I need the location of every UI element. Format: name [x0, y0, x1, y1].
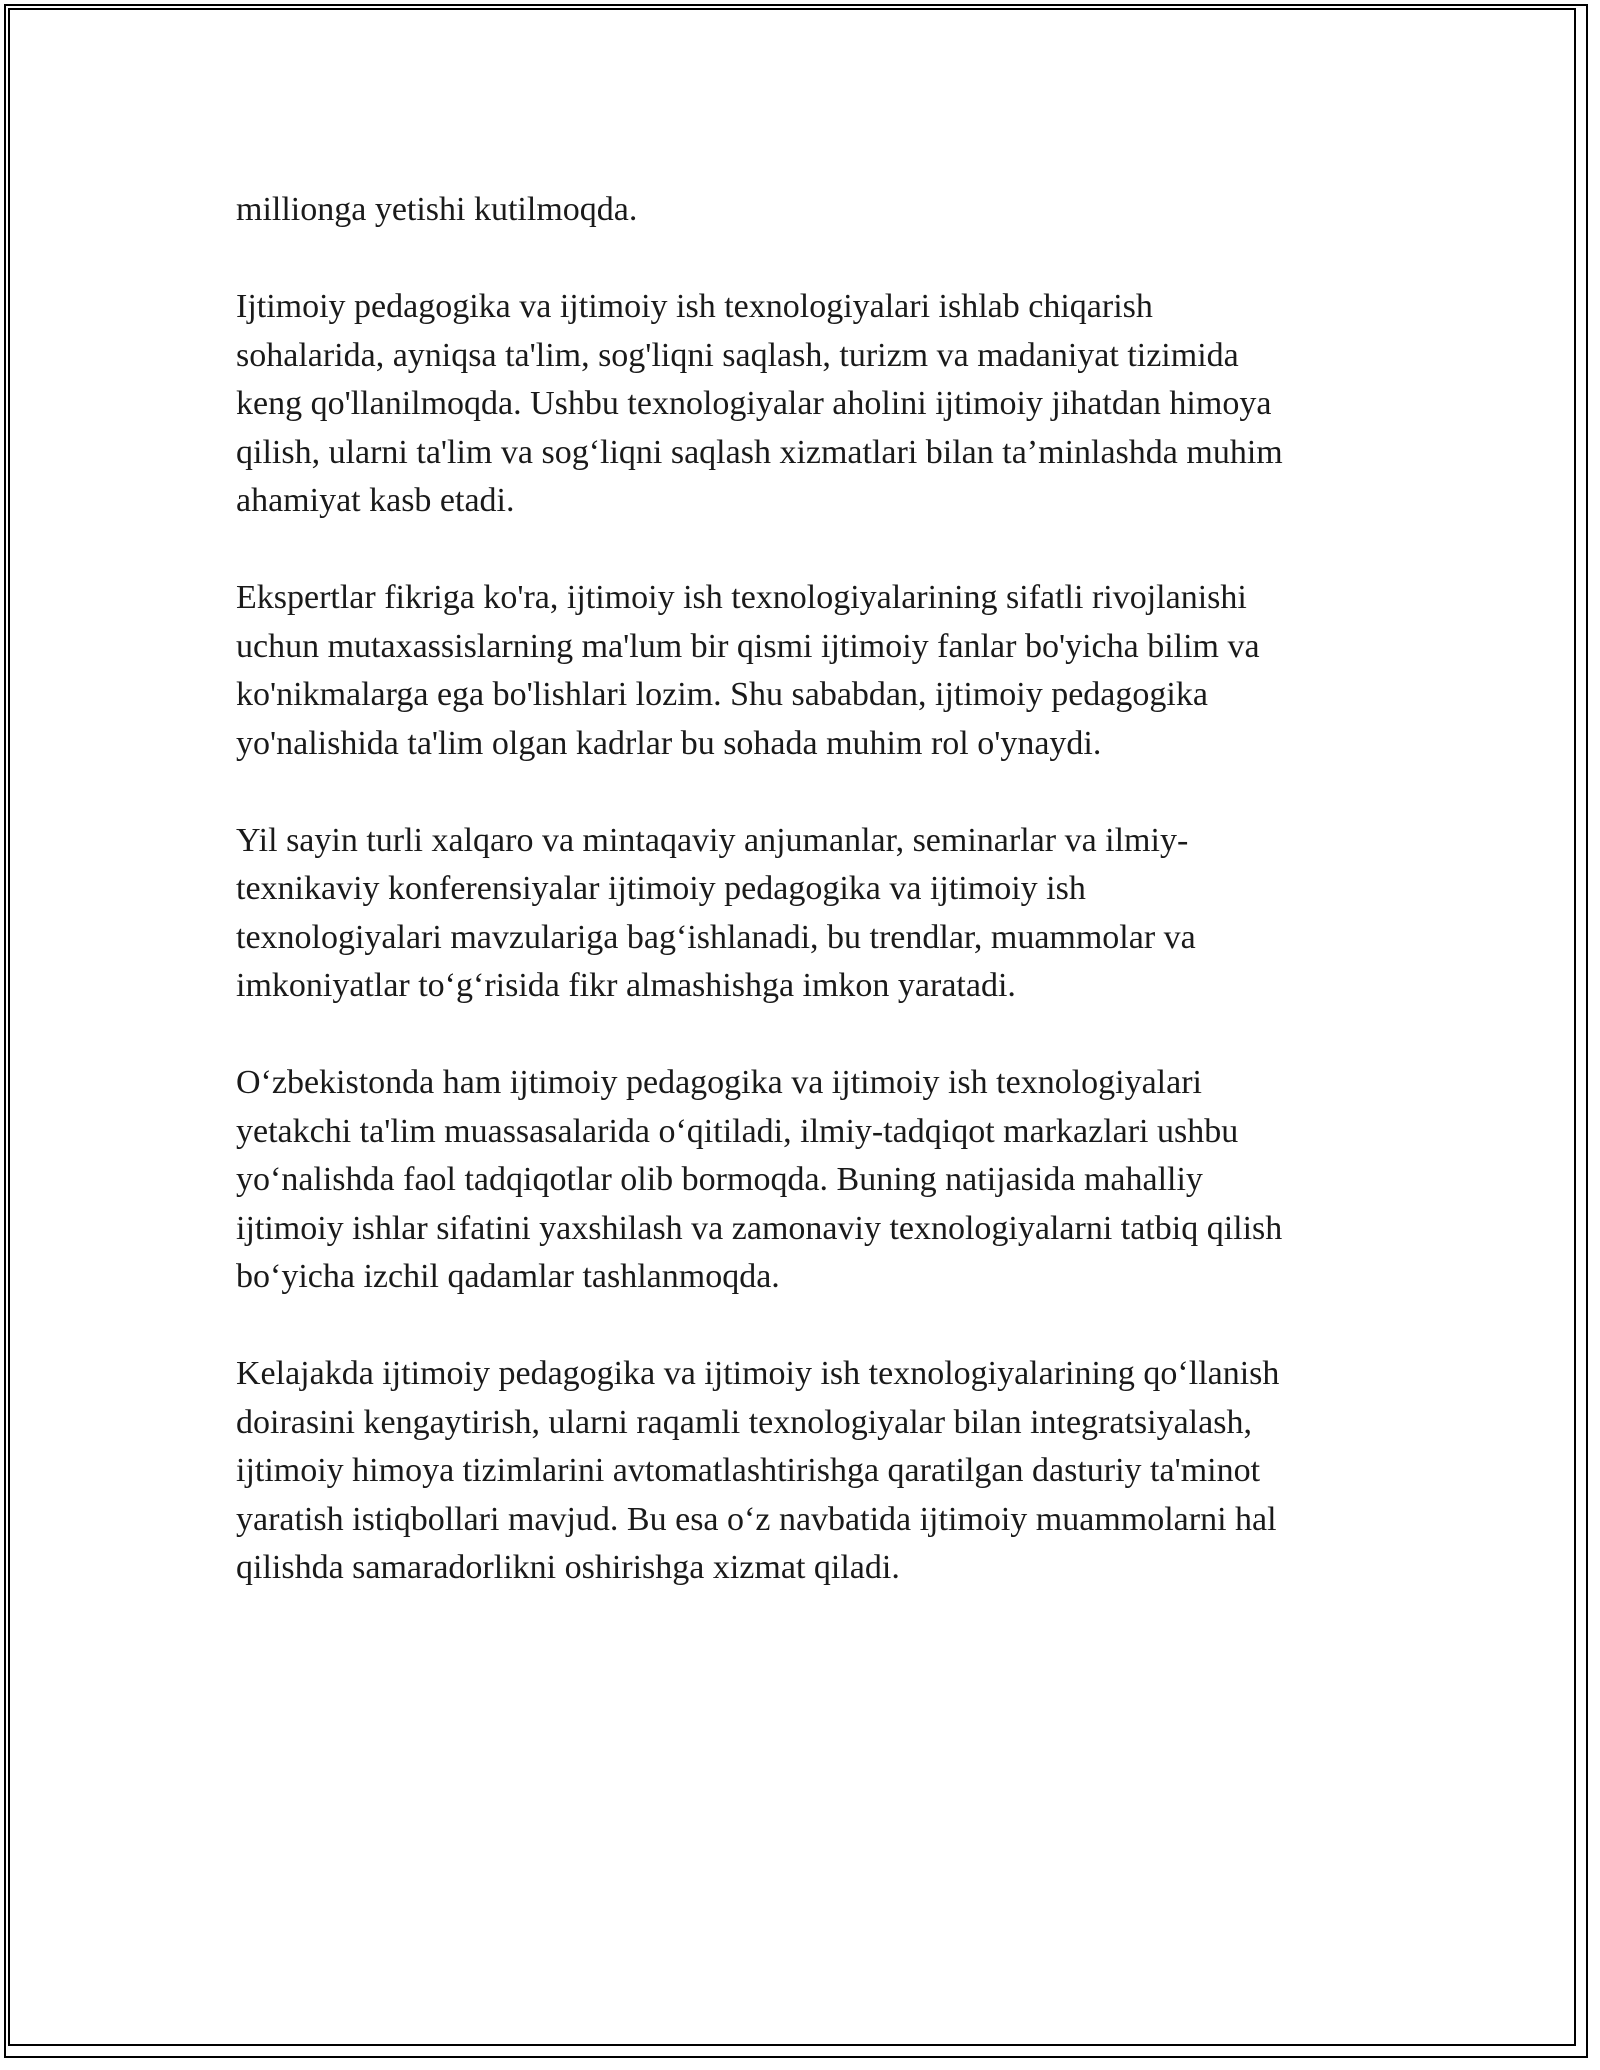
text-line: Ekspertlar fikriga ko'ra, ijtimoiy ish texnologiyalarining sifatli rivojlanishi [236, 579, 1247, 616]
text-line: millionga yetishi kutilmoqda. [236, 191, 638, 228]
text-line: Ijtimoiy pedagogika va ijtimoiy ish texnologiyalari ishlab chiqarish [236, 288, 1153, 325]
paragraph [236, 817, 1376, 1011]
paragraph [236, 186, 1376, 235]
text-line: imkoniyatlar to‘g‘risida fikr almashishga imkon yaratadi. [236, 967, 1016, 1004]
text-line: ko'nikmalarga ega bo'lishlari lozim. Shu sababdan, ijtimoiy pedagogika [236, 676, 1208, 713]
text-line: O‘zbekistonda ham ijtimoiy pedagogika va ijtimoiy ish texnologiyalari [236, 1064, 1202, 1101]
paragraph [236, 1059, 1376, 1302]
text-line: qilishda samaradorlikni oshirishga xizmat qiladi. [236, 1549, 900, 1586]
text-line: yetakchi ta'lim muassasalarida o‘qitiladi, ilmiy-tadqiqot markazlari ushbu [236, 1112, 1239, 1150]
text-line: yo‘nalishda faol tadqiqotlar olib bormoqda. Buning natijasida mahalliy [236, 1161, 1203, 1198]
paragraph [236, 574, 1376, 768]
text-line: sohalarida, ayniqsa ta'lim, sog'liqni saqlash, turizm va madaniyat tizimida [236, 336, 1239, 374]
text-line: ahamiyat kasb etadi. [236, 482, 515, 519]
text-line: uchun mutaxassislarning ma'lum bir qismi ijtimoiy fanlar bo'yicha bilim va [236, 627, 1260, 665]
text-line: keng qo'llanilmoqda. Ushbu texnologiyalar aholini ijtimoiy jihatdan himoya [236, 385, 1272, 422]
text-line: ijtimoiy himoya tizimlarini avtomatlashtirishga qaratilgan dasturiy ta'minot [236, 1452, 1261, 1489]
text-line: doirasini kengaytirish, ularni raqamli texnologiyalar bilan integratsiyalash, [236, 1403, 1252, 1441]
text-line: texnikaviy konferensiyalar ijtimoiy pedagogika va ijtimoiy ish [236, 870, 1086, 907]
text-line: yaratish istiqbollari mavjud. Bu esa o‘z navbatida ijtimoiy muammolarni hal [236, 1500, 1277, 1538]
text-line: Yil sayin turli xalqaro va mintaqaviy anjumanlar, seminarlar va ilmiy- [236, 821, 1189, 859]
text-line: ijtimoiy ishlar sifatini yaxshilash va zamonaviy texnologiyalarni tatbiq qilish [236, 1209, 1283, 1247]
text-line: bo‘yicha izchil qadamlar tashlanmoqda. [236, 1258, 780, 1295]
text-line: qilish, ularni ta'lim va sog‘liqni saqlash xizmatlari bilan ta’minlashda muhim [236, 433, 1283, 471]
paragraph [236, 283, 1376, 526]
paragraph [236, 1350, 1376, 1593]
text-line: texnologiyalari mavzulariga bag‘ishlanadi, bu trendlar, muammolar va [236, 918, 1196, 956]
text-line: yo'nalishida ta'lim olgan kadrlar bu sohada muhim rol o'ynaydi. [236, 724, 1102, 762]
text-line: Kelajakda ijtimoiy pedagogika va ijtimoiy ish texnologiyalarining qo‘llanish [236, 1355, 1280, 1392]
document-body [236, 186, 1376, 1641]
